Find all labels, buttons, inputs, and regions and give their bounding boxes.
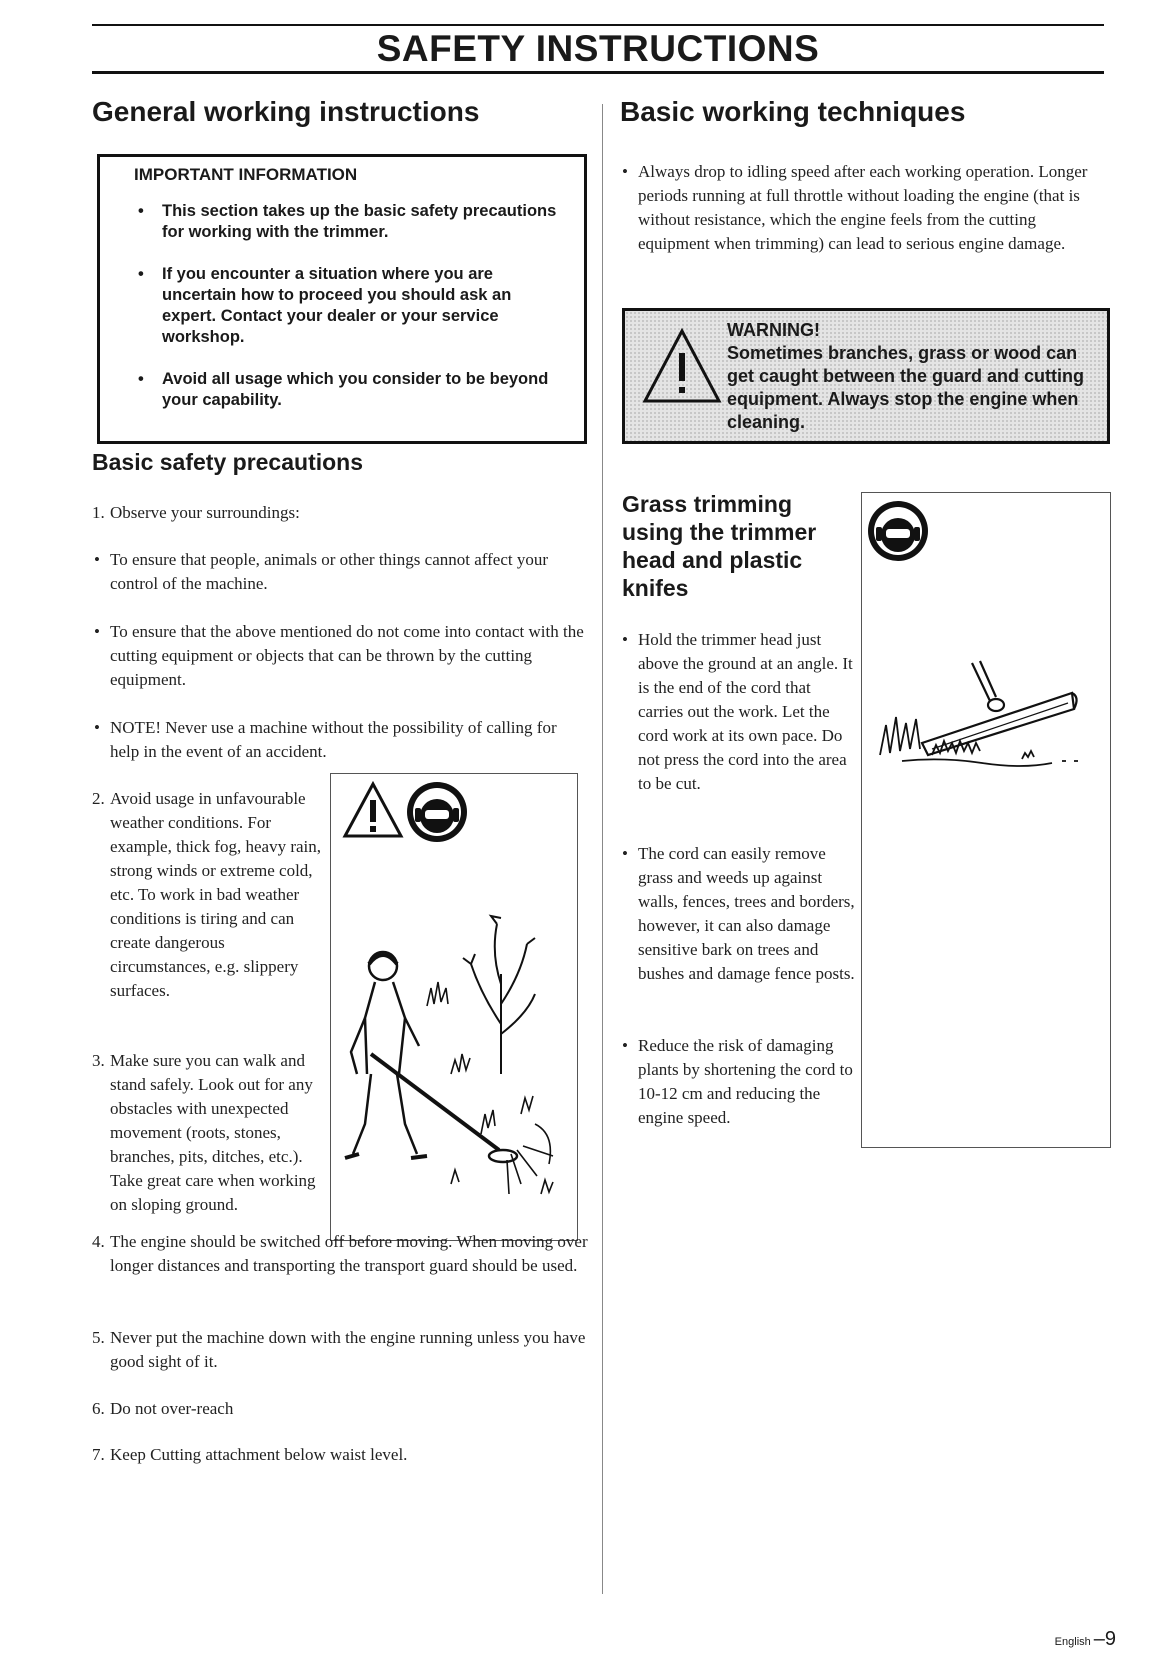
safety-bullet: • To ensure that people, animals or other things cannot affect your control of the machine. [94,548,588,596]
safety-bullet: • NOTE! Never use a machine without the possibility of calling for help in the event of an accident. [94,716,588,764]
numbered-item-1 [92,501,580,525]
footer-language: English [1054,1636,1091,1648]
page-number [1055,1628,1116,1651]
important-information-list [134,201,564,432]
trimming-bullet: • Hold the trimmer head just above the ground at an angle. It is the end of the cord that carries out the work. Let the cord work at its own pace. Do not press the cord into the area to be cut. [622,628,860,796]
page-title: SAFETY INSTRUCTIONS [376,28,820,69]
numbered-item-6 [92,1397,588,1421]
warning-triangle-icon [345,784,401,836]
trimming-bullet: • Reduce the risk of damaging plants by shortening the cord to 10-12 cm and reducing the engine speed. [622,1034,860,1130]
numbered-item-2 [92,787,325,1003]
numbered-item-7 [92,1443,588,1467]
warning-box [622,308,1110,444]
item-number: 5. [92,1328,105,1347]
numbered-item-4 [92,1230,588,1278]
item-text: Observe your surroundings: [110,503,300,522]
warning-message: Sometimes branches, grass or wood can get caught between the guard and cutting equipment. Always stop the engine when cleaning. [727,343,1085,432]
tree-drawing [463,916,535,1074]
safety-bullet: • To ensure that the above mentioned do not come into contact with the cutting equipment or objects that can be thrown by the cutting equipment. [94,620,588,692]
warning-title: WARNING! [727,320,820,340]
item-text: Never put the machine down with the engine running unless you have good sight of it. [110,1328,586,1371]
trimming-bullet: • The cord can easily remove grass and weeds up against walls, fences, trees and borders, however, it can also damage sensitive bark on trees and bushes and damage fence posts. [622,842,860,986]
numbered-item-5 [92,1326,588,1374]
footer-separator: – [1093,1628,1105,1650]
header-rule-top [92,24,1104,26]
item-number: 4. [92,1232,105,1251]
protective-equipment-icon [407,782,467,842]
item-number: 3. [92,1051,105,1070]
warning-triangle-icon [637,325,727,415]
grass-drawing [427,982,553,1194]
item-text: Do not over-reach [110,1399,234,1418]
item-text: Keep Cutting attachment below waist level. [110,1445,408,1464]
trimmer-head-illustration [862,493,1110,1147]
operator-illustration-frame [330,773,578,1241]
info-item: • If you encounter a situation where you are uncertain how to proceed you should ask an expert. Contact your dealer or your service workshop. [134,264,564,348]
operator-illustration [331,774,577,1240]
info-item: • This section takes up the basic safety precautions for working with the trimmer. [134,201,564,243]
warning-text [727,319,1097,434]
item-text: Make sure you can walk and stand safely. Look out for any obstacles with unexpected movement (roots, stones, branches, pits, ditches, etc.). Take great care when working on sloping ground. [110,1051,316,1214]
basic-safety-heading: Basic safety precautions [92,449,364,475]
footer-page-number: 9 [1104,1628,1116,1650]
basic-techniques-heading: Basic working techniques [620,96,966,127]
important-information-box [97,154,587,444]
general-instructions-heading: General working instructions [92,96,480,127]
info-item: • Avoid all usage which you consider to be beyond your capability. [134,369,564,411]
item-number: 6. [92,1399,105,1418]
protective-equipment-icon [868,501,928,561]
item-text: The engine should be switched off before moving. When moving over longer distances and transporting the transport guard should be used. [110,1232,588,1275]
item-number: 7. [92,1445,105,1464]
grass-trimming-heading: Grass trimming using the trimmer head and plastic knifes [622,491,817,601]
technique-intro-bullet: • Always drop to idling speed after each working operation. Longer periods running at full throttle without loading the engine (that is without resistance, which the engine feels from the cutting equipment when trimming) can lead to serious engine damage. [622,160,1100,256]
trimmer-head-drawing [922,661,1077,755]
item-text: Avoid usage in unfavourable weather conditions. For example, thick fog, heavy rain, strong winds or extreme cold, etc. To work in bad weather conditions is tiring and can create dangerous circumstances, e.g. slippery surfaces. [110,789,322,1000]
item-number: 2. [92,789,105,808]
header-rule-bottom [92,71,1104,74]
important-information-title: IMPORTANT INFORMATION [134,165,358,184]
operator-figure [345,952,517,1162]
item-number: 1. [92,503,105,522]
numbered-item-3 [92,1049,325,1217]
column-divider [602,104,603,1594]
trimmer-head-illustration-frame [861,492,1111,1148]
